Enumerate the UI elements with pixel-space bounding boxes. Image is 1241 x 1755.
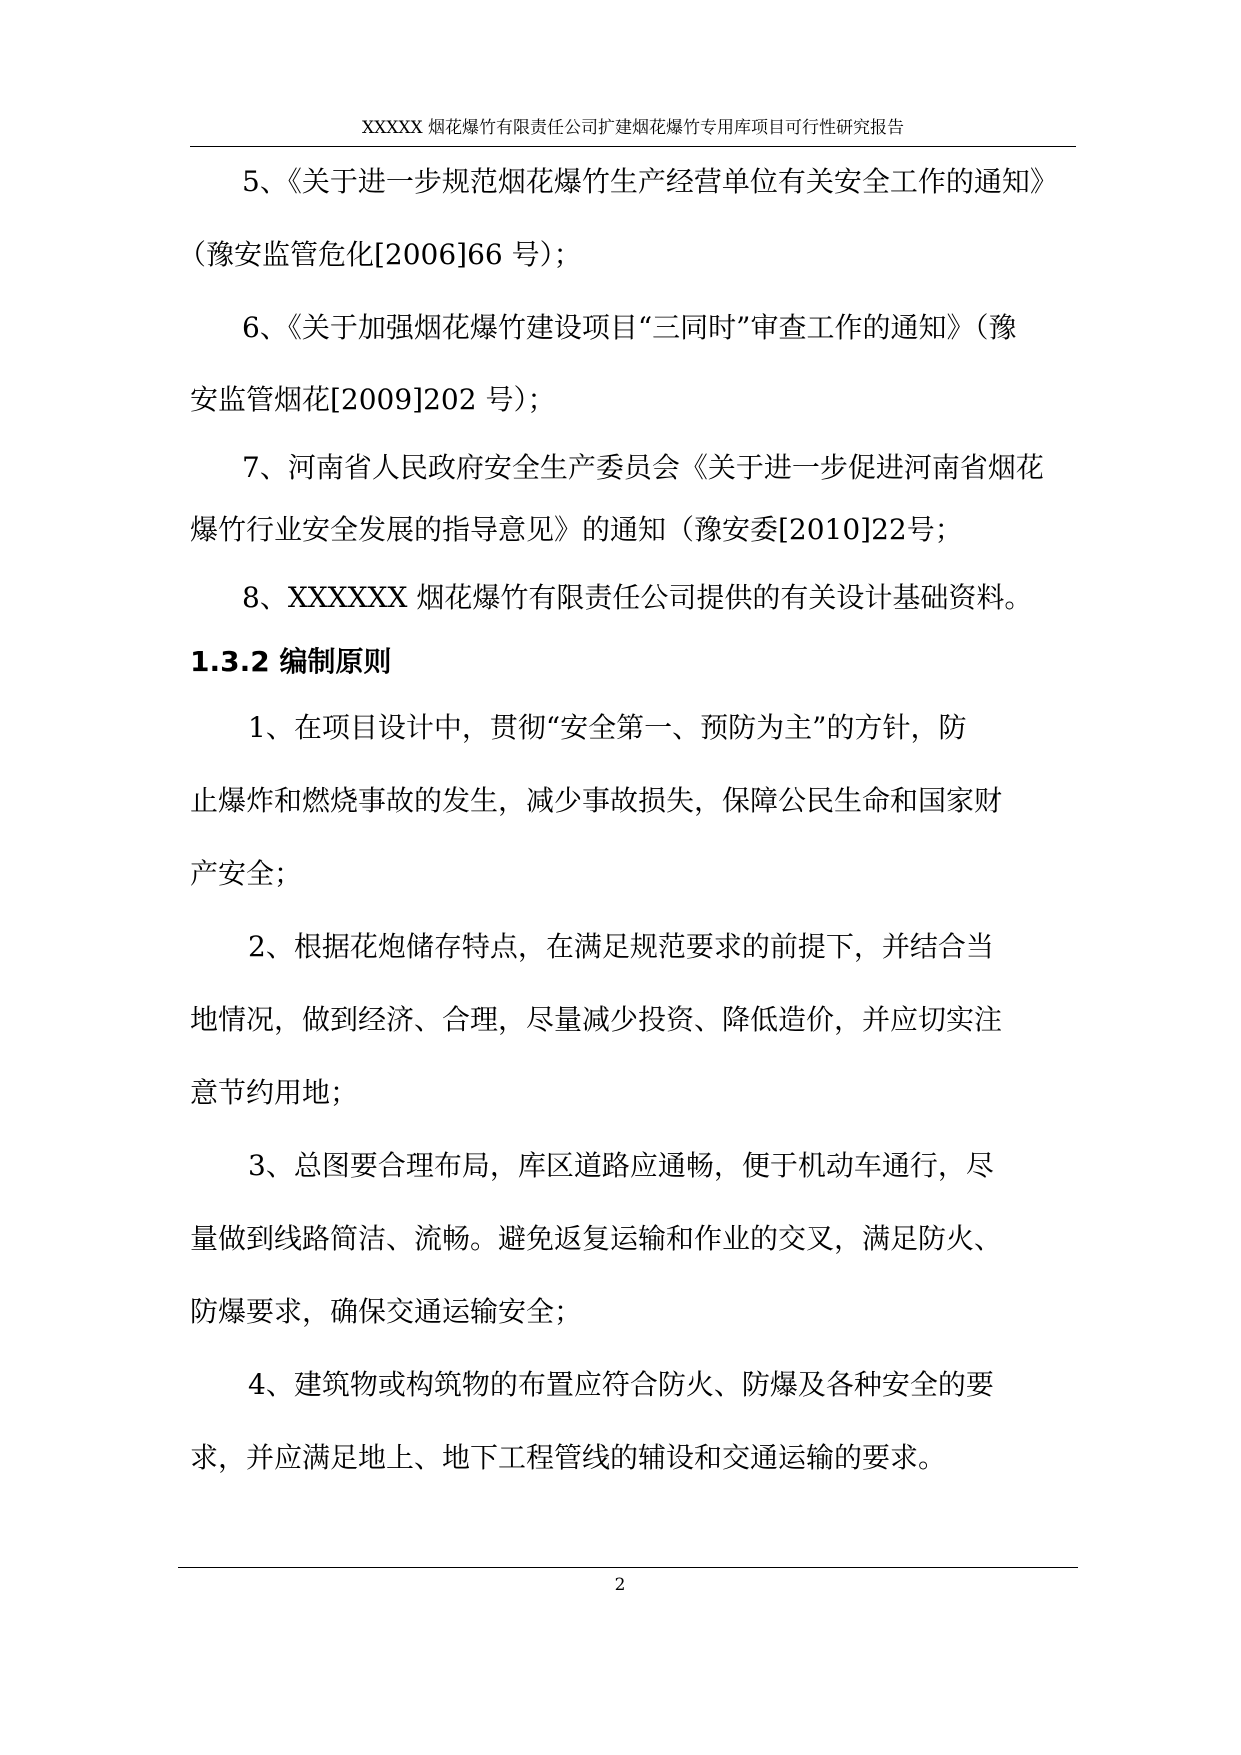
header-divider [190,146,1076,147]
page-header: XXXXX 烟花爆竹有限责任公司扩建烟花爆竹专用库项目可行性研究报告 [362,118,904,138]
principle-3-line-1: 3、总图要合理布局，库区道路应通畅，便于机动车通行，尽 [248,1149,994,1182]
principle-4-line-2: 求，并应满足地上、地下工程管线的辅设和交通运输的要求。 [190,1441,947,1474]
principle-1-line-1: 1、在项目设计中，贯彻“安全第一、预防为主”的方针，防 [248,711,967,744]
principle-1-line-3: 产安全； [190,857,303,890]
basis-item-5-line-2: （豫安监管危化[2006]66 号）； [178,238,582,271]
principle-2-line-2: 地情况，做到经济、合理，尽量减少投资、降低造价，并应切实注 [190,1003,1003,1036]
principle-4-line-1: 4、建筑物或构筑物的布置应符合防火、防爆及各种安全的要 [248,1368,994,1401]
principle-3-line-2: 量做到线路简洁、流畅。避免返复运输和作业的交叉，满足防火、 [190,1222,1003,1255]
footer-divider [178,1567,1078,1568]
principle-1-line-2: 止爆炸和燃烧事故的发生，减少事故损失，保障公民生命和国家财 [190,784,1003,817]
basis-item-5-line-1: 5、《关于进一步规范烟花爆竹生产经营单位有关安全工作的通知》 [242,165,1058,198]
principle-3-line-3: 防爆要求，确保交通运输安全； [190,1295,583,1328]
principle-2-line-3: 意节约用地； [190,1076,359,1109]
principle-2-line-1: 2、根据花炮储存特点，在满足规范要求的前提下，并结合当 [248,930,994,963]
basis-item-6-line-2: 安监管烟花[2009]202 号）； [190,383,556,416]
section-heading: 1.3.2 编制原则 [190,645,392,678]
page-number: 2 [614,1575,626,1595]
basis-item-6-line-1: 6、《关于加强烟花爆竹建设项目“三同时”审查工作的通知》（豫 [242,311,1017,344]
basis-item-7-line-1: 7、河南省人民政府安全生产委员会《关于进一步促进河南省烟花 [242,451,1044,484]
basis-item-7-line-2: 爆竹行业安全发展的指导意见》的通知（豫安委[2010]22号； [190,513,963,546]
basis-item-8-line-1: 8、XXXXXX 烟花爆竹有限责任公司提供的有关设计基础资料。 [242,581,1033,614]
